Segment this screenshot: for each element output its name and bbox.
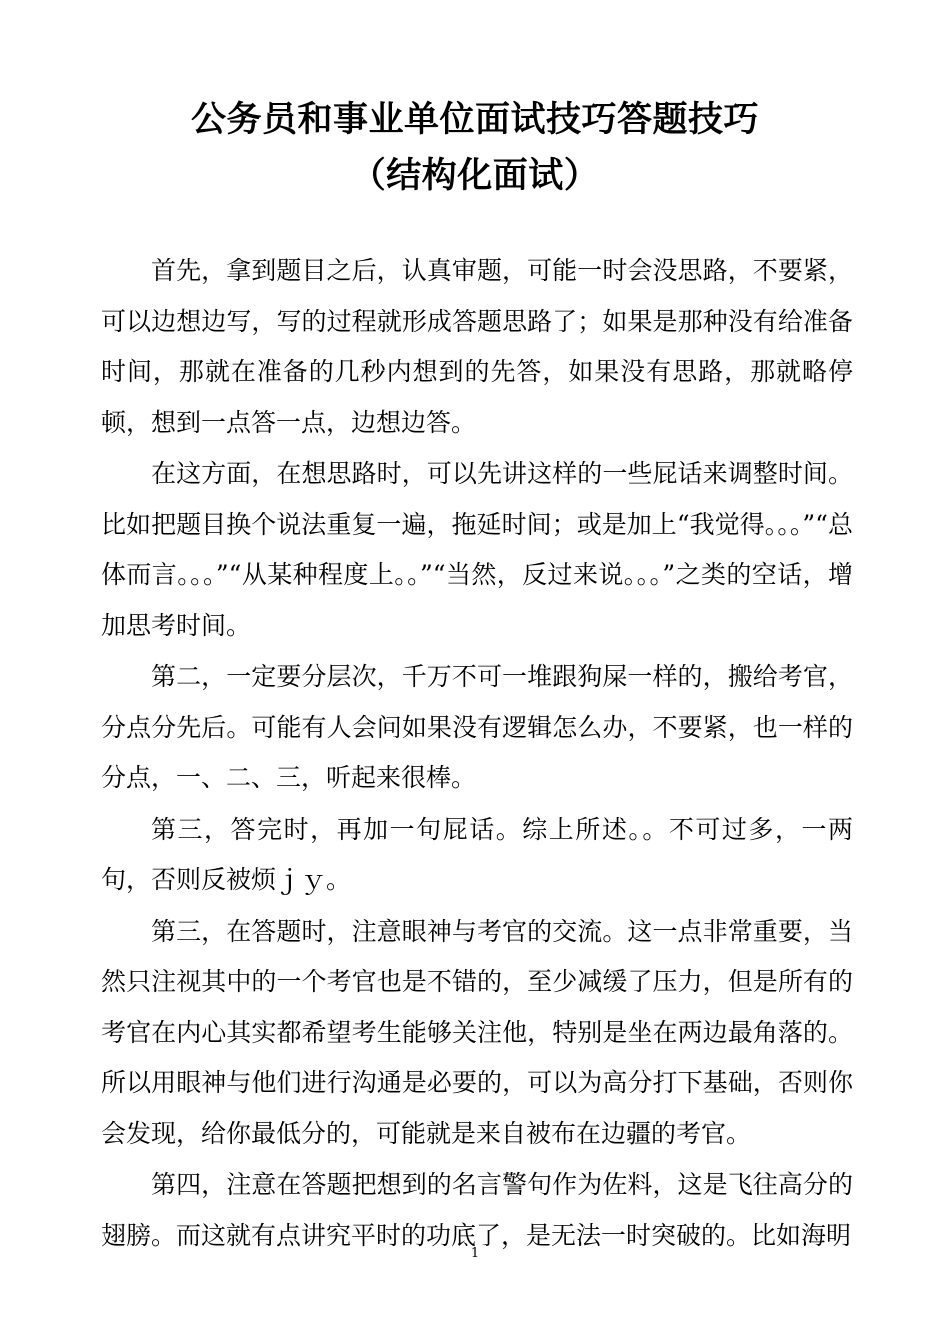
document-subtitle: （结构化面试） [350,156,600,196]
paragraph-1: 首先，拿到题目之后，认真审题，可能一时会没思路，不要紧，可以边想边写，写的过程就形成答题思路了；如果是那种没有给准备时间，那就在准备的几秒内想到的先答，如果没有思路，那就略停顿，想到一点答一点，边想边答。 [101,256,853,437]
paragraph-2: 在这方面，在想思路时，可以先讲这样的一些屁话来调整时间。比如把题目换个说法重复一遍，拖延时间；或是加上“我觉得。。。”“总体而言。。。”“从某种程度上。。”“当然，反过来说。。。”之类的空话，增加思考时间。 [101,459,853,640]
title-block [0,92,950,204]
document-body [101,246,853,1262]
paragraph-5: 第三，在答题时，注意眼神与考官的交流。这一点非常重要，当然只注视其中的一个考官也是不错的，至少减缓了压力，但是所有的考官在内心其实都希望考生能够关注他，特别是坐在两边最角落的。所以用眼神与他们进行沟通是必要的，可以为高分打下基础，否则你会发现，给你最低分的，可能就是来自被布在边疆的考官。 [101,916,853,1148]
paragraph-3: 第二，一定要分层次，千万不可一堆跟狗屎一样的，搬给考官，分点分先后。可能有人会问如果没有逻辑怎么办，不要紧，也一样的分点，一、二、三，听起来很棒。 [101,662,853,792]
document-title: 公务员和事业单位面试技巧答题技巧 [190,100,759,140]
page-number: 1 [470,1246,480,1261]
paragraph-6: 第四，注意在答题把想到的名言警句作为佐料，这是飞往高分的翅膀。而这就有点讲究平时的功底了，是无法一时突破的。比如海明 [101,1170,853,1250]
paragraph-4: 第三，答完时，再加一句屁话。综上所述。。不可过多，一两句，否则反被烦ｊｙ。 [101,814,853,894]
